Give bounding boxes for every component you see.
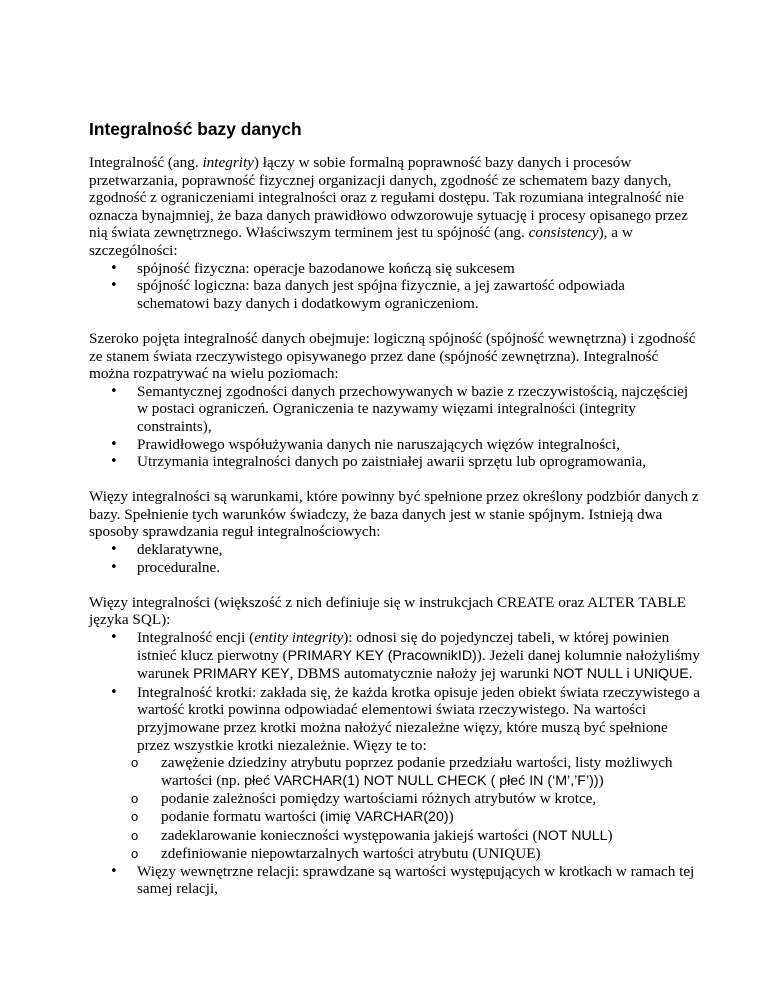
code-not-null: NOT NULL <box>537 827 608 844</box>
sub-list-item: o podanie zależności pomiędzy wartościami różnych atrybutów w krotce, <box>89 790 701 808</box>
code-primary-key: PRIMARY KEY (PracownikID) <box>287 647 477 664</box>
text-span: ) <box>598 771 604 789</box>
bullet-list-constraint-types <box>89 629 701 898</box>
term-entity-integrity: entity integrity <box>254 629 344 647</box>
text-span: . <box>688 665 693 683</box>
list-item-tuple-integrity <box>89 684 701 863</box>
text-span: Integralność krotki: zakłada się, że każda krotka opisuje jeden obiekt świata rzeczywistego a wartość krotki powinna odpowiadać elementowi świata rzeczywistego. Na wartości przyjmowane przez krotki można nałożyć niezależne więzy, które muszą być spełnione przez wszystkie krotki niezależnie. Więzy te to: <box>137 683 700 754</box>
section-definition <box>89 154 701 312</box>
paragraph-definition <box>89 154 701 260</box>
bullet-list-consistency <box>89 260 701 313</box>
text-span: ) <box>448 807 454 825</box>
section-constraint-types <box>89 594 701 898</box>
paragraph-constraints: Więzy integralności są warunkami, które powinny być spełnione przez określony podzbiór danych z bazy. Spełnienie tych warunków świadczy, że baza danych jest w stanie spójnym. Istnieją dwa sposoby sprawdzania reguł integralnościowych: <box>89 488 699 541</box>
sub-list-item: o zdefiniowanie niepowtarzalnych wartości atrybutu (UNIQUE) <box>89 845 701 863</box>
list-item-internal-constraints: • Więzy wewnętrzne relacji: sprawdzane są wartości występujących w krotkach w ramach tej samej relacji, <box>89 863 701 898</box>
text-span: , DBMS automatycznie nałoży jej warunki <box>289 665 554 683</box>
sub-list-item <box>89 808 701 827</box>
text-span: Integralność encji ( <box>137 629 255 647</box>
document-title: Integralność bazy danych <box>89 119 302 139</box>
code-check-constraint: płeć VARCHAR(1) NOT NULL CHECK ( płeć IN (‘M’,’F’)) <box>244 772 599 789</box>
list-item: • Prawidłowego współużywania danych nie naruszających więzów integralności, <box>89 436 701 454</box>
list-item: • deklaratywne, <box>89 541 701 559</box>
code-primary-key-keyword: PRIMARY KEY <box>193 666 290 683</box>
bullet-list-methods <box>89 541 701 576</box>
sub-list-item <box>89 754 701 790</box>
text-span: ), a w szczególności: <box>89 224 633 259</box>
list-item: • proceduralne. <box>89 559 701 577</box>
text-span: ) łączy w sobie formalną poprawność bazy danych i procesów przetwarzania, poprawność fizycznej organizacji danych, zgodność ze schematem bazy danych, zgodność z ograniczeniami integralności oraz z regułami dostępu. Tak rozumiana integralność nie oznacza bynajmniej, że baza danych prawidłowo odwzorowuje sytuację i procesy opisanego przez nią świata zewnętrznego. Właściwszym terminem jest tu spójność (ang. <box>89 154 688 242</box>
section-constraints <box>89 488 701 576</box>
sub-list-tuple-constraints <box>137 754 701 863</box>
sub-list-item <box>89 827 701 846</box>
code-not-null-unique: NOT NULL i UNIQUE <box>553 666 689 683</box>
text-span: zadeklarowanie konieczności występowania jakiejś wartości ( <box>161 826 538 844</box>
code-varchar: imię VARCHAR(20) <box>325 808 449 825</box>
section-integrity-levels <box>89 330 701 471</box>
text-span: ). Jeżeli danej kolumnie nałożyliśmy warunek <box>137 646 700 683</box>
list-item: • Semantycznej zgodności danych przechowywanych w bazie z rzeczywistością, najczęściej w postaci ograniczeń. Ograniczenia te nazywamy więzami integralności (integrity constraints), <box>89 383 701 436</box>
bullet-list-levels <box>89 383 701 471</box>
list-item: • spójność logiczna: baza danych jest spójna fizycznie, a jej zawartość odpowiada schematowi bazy danych i dodatkowym ograniczeniom. <box>89 277 701 312</box>
term-integrity: integrity <box>202 154 254 171</box>
text-span: ) <box>607 826 613 844</box>
document-page <box>89 119 701 916</box>
text-span: zawężenie dziedziny atrybutu poprzez podanie przedziału wartości, listy możliwych wartości (np. <box>161 754 673 789</box>
list-item: • Utrzymania integralności danych po zaistniałej awarii sprzętu lub oprogramowania, <box>89 453 701 471</box>
list-item-entity-integrity <box>89 629 701 684</box>
text-span: Integralność (ang. <box>89 154 203 171</box>
paragraph-integrity-levels: Szeroko pojęta integralność danych obejmuje: logiczną spójność (spójność wewnętrzna) i zgodność ze stanem świata rzeczywistego opisywanego przez dane (spójność zewnętrzna). Integralność można rozpatrywać na wielu poziomach: <box>89 329 696 383</box>
paragraph-constraint-types: Więzy integralności (większość z nich definiuje się w instrukcjach CREATE oraz ALTER TABLE języka SQL): <box>89 593 687 629</box>
term-consistency: consistency <box>528 224 599 242</box>
list-item: • spójność fizyczna: operacje bazodanowe kończą się sukcesem <box>89 260 701 278</box>
text-span: podanie formatu wartości ( <box>161 807 326 825</box>
text-span: ): odnosi się do pojedynczej tabeli, w której powinien istnieć klucz pierwotny ( <box>137 629 670 664</box>
